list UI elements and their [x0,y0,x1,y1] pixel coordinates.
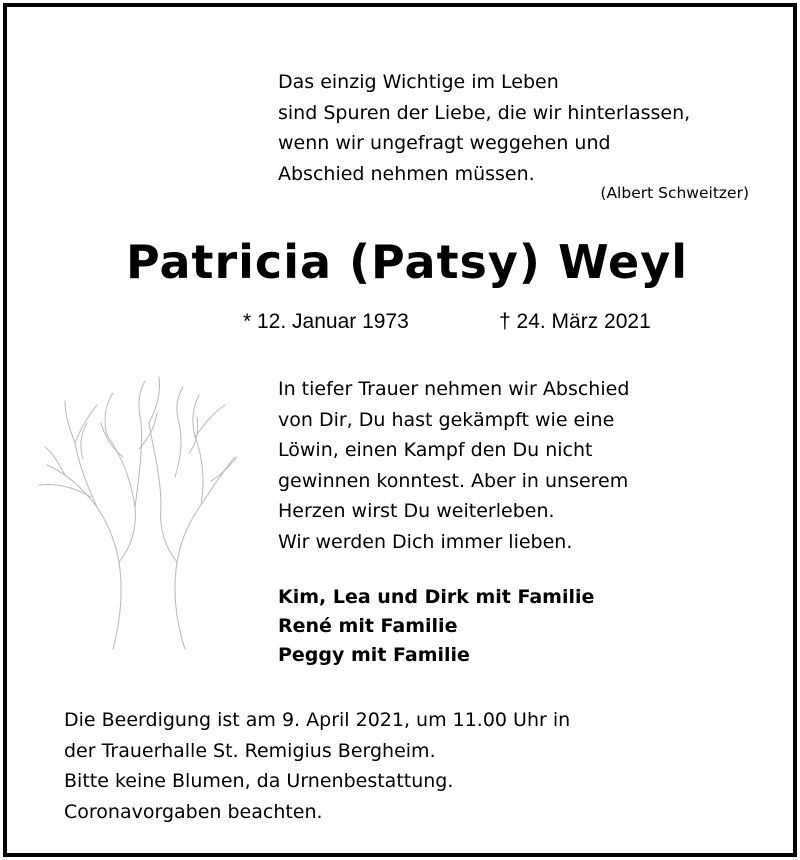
quote [278,67,690,189]
funeral-line: Die Beerdigung ist am 9. April 2021, um 11.00 Uhr in [64,709,571,731]
quote-line: Das einzig Wichtige im Leben [278,71,559,93]
message-line: gewinnen konntest. Aber in unserem [278,469,629,492]
condolence-message [278,374,629,557]
quote-line: wenn wir ungefragt weggehen und [278,132,611,154]
deceased-name: Patricia (Patsy) Weyl [125,235,689,289]
funeral-line: Bitte keine Blumen, da Urnenbestattung. [64,770,454,792]
family-line: Kim, Lea und Dirk mit Familie [278,586,595,608]
message-line: Löwin, einen Kampf den Du nicht [278,439,593,461]
funeral-line: Coronavorgaben beachten. [64,800,323,823]
quote-line: Abschied nehmen müssen. [278,162,535,185]
funeral-info [64,705,570,827]
family-line: René mit Familie [278,615,458,637]
family-line: Peggy mit Familie [278,644,470,666]
funeral-line: der Trauerhalle St. Remigius Bergheim. [64,739,436,762]
message-line: Wir werden Dich immer lieben. [278,530,573,553]
family-signatures [278,583,594,670]
birth-date: * 12. Januar 1973 [243,310,409,333]
death-date: † 24. März 2021 [499,310,651,333]
quote-author: (Albert Schweitzer) [600,184,749,202]
message-line: von Dir, Du hast gekämpft wie eine [278,408,615,431]
tree-drawing-icon [35,357,240,657]
obituary-frame [3,3,797,857]
quote-line: sind Spuren der Liebe, die wir hinterlassen, [278,101,691,124]
message-line: In tiefer Trauer nehmen wir Abschied [278,378,630,400]
message-line: Herzen wirst Du weiterleben. [278,500,555,522]
